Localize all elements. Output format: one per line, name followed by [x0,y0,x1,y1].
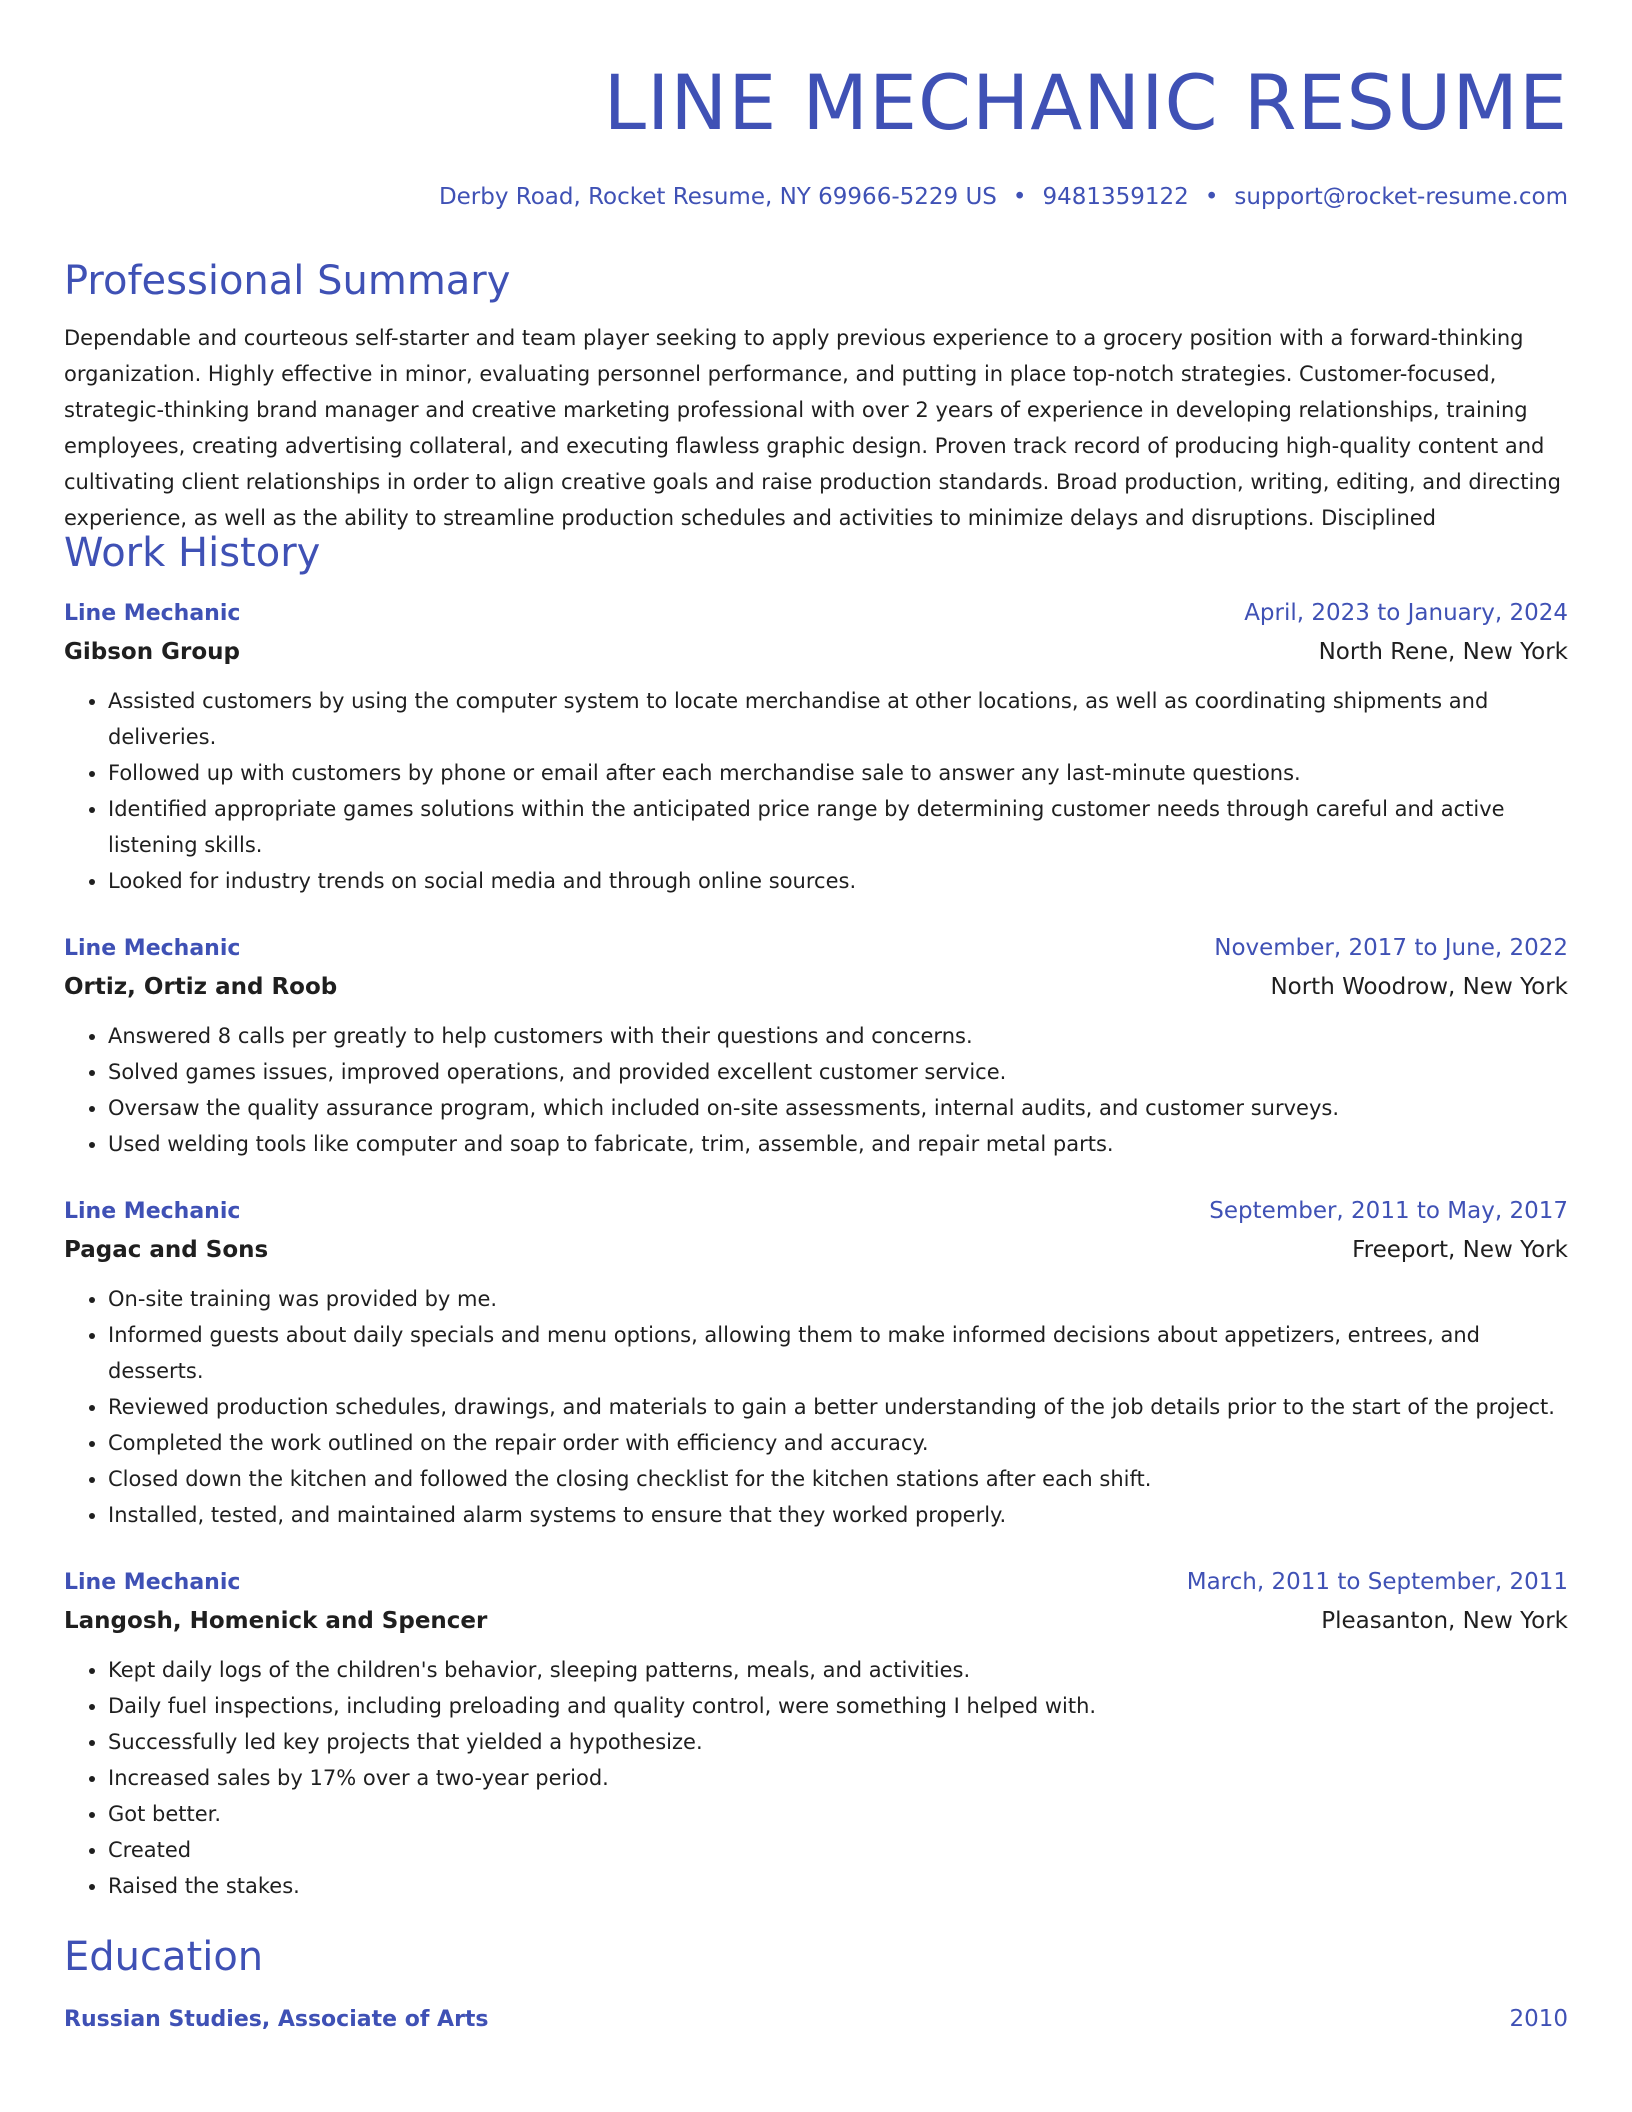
job-location: North Rene, New York [1318,639,1568,665]
job-bullet: • Looked for industry trends on social media and through online sources. [108,863,1568,899]
job-title: Line Mechanic [64,936,241,961]
job-company-row [64,1598,1568,1636]
job-bullet: • Kept daily logs of the children's behavior, sleeping patterns, meals, and activities. [108,1652,1568,1688]
job-bullet: • Assisted customers by using the computer system to locate merchandise at other locations, as well as coordinating shipments and deliveries. [108,683,1568,755]
job-bullet: • Completed the work outlined on the repair order with efficiency and accuracy. [108,1425,1568,1461]
work-history-heading: Work History [64,530,321,576]
contact-separator: • [1012,184,1027,210]
job-bullet: • Closed down the kitchen and followed the closing checklist for the kitchen stations after each shift. [108,1461,1568,1497]
contact-phone: 9481359122 [1042,184,1189,210]
contact-separator: • [1204,184,1219,210]
job-bullet: • Increased sales by 17% over a two-year period. [108,1760,1568,1796]
education-entry [64,2004,1568,2035]
job-bullet: • Reviewed production schedules, drawings, and materials to gain a better understanding of the job details prior to the start of the project. [108,1389,1568,1425]
job-dates: November, 2017 to June, 2022 [1214,935,1568,961]
job-bullet: • Successfully led key projects that yielded a hypothesize. [108,1724,1568,1760]
job-bullets [64,1018,1568,1162]
job-bullets [64,1281,1568,1533]
job-bullet: • Answered 8 calls per greatly to help customers with their questions and concerns. [108,1018,1568,1054]
job-dates: September, 2011 to May, 2017 [1209,1198,1568,1224]
job-bullet: • Daily fuel inspections, including preloading and quality control, were something I helped with. [108,1688,1568,1724]
job-entry [64,1567,1568,1904]
education-heading: Education [64,1934,264,1980]
job-dates: April, 2023 to January, 2024 [1244,600,1568,626]
job-bullets [64,1652,1568,1904]
summary-heading: Professional Summary [64,258,511,304]
job-company-row [64,964,1568,1002]
job-company-row [64,629,1568,667]
job-bullet: • Got better. [108,1796,1568,1832]
job-company: Ortiz, Ortiz and Roob [64,974,338,1000]
job-bullet: • On-site training was provided by me. [108,1281,1568,1317]
job-header-row [64,933,1568,964]
job-location: Freeport, New York [1352,1237,1568,1263]
education-year: 2010 [1509,2006,1568,2032]
job-title: Line Mechanic [64,1199,241,1224]
education-degree: Russian Studies, Associate of Arts [64,2007,489,2032]
job-company: Gibson Group [64,639,240,665]
job-bullets [64,683,1568,899]
contact-email: support@rocket-resume.com [1234,184,1568,210]
contact-address: Derby Road, Rocket Resume, NY 69966-5229 US [438,184,997,210]
job-header-row [64,1196,1568,1227]
job-header-row [64,598,1568,629]
summary-text: Dependable and courteous self-starter and team player seeking to apply previous experience to a grocery position with a forward-thinking organization. Highly effective in minor, evaluating personnel performance, and putting in place top-notch strategies. Customer-focused, strategic-thinking brand manager and creative marketing professional with over 2 years of experience in developing relationships, training employees, creating advertising collateral, and executing flawless graphic design. Proven track record of producing high-quality content and cultivating client relationships in order to align creative goals and raise production standards. Broad production, writing, editing, and directing experience, as well as the ability to streamline production schedules and activities to minimize delays and disruptions. Disciplined [64,326,1561,530]
job-bullet: • Created [108,1832,1568,1868]
job-title: Line Mechanic [64,601,241,626]
job-title: Line Mechanic [64,1570,241,1595]
job-bullet: • Solved games issues, improved operations, and provided excellent customer service. [108,1054,1568,1090]
job-bullet: • Installed, tested, and maintained alarm systems to ensure that they worked properly. [108,1497,1568,1533]
job-bullet: • Identified appropriate games solutions within the anticipated price range by determining customer needs through careful and active listening skills. [108,791,1568,863]
job-company-row [64,1227,1568,1265]
job-location: North Woodrow, New York [1270,974,1568,1000]
resume-page [64,0,1568,2112]
resume-header [64,0,1568,212]
job-entry [64,598,1568,899]
job-bullet: • Informed guests about daily specials and menu options, allowing them to make informed decisions about appetizers, entrees, and desserts. [108,1317,1568,1389]
job-location: Pleasanton, New York [1321,1608,1568,1634]
job-bullet: • Raised the stakes. [108,1868,1568,1904]
job-bullet: • Followed up with customers by phone or email after each merchandise sale to answer any last-minute questions. [108,755,1568,791]
contact-line [64,182,1568,212]
job-bullet: • Used welding tools like computer and soap to fabricate, trim, assemble, and repair metal parts. [108,1126,1568,1162]
job-entry [64,933,1568,1162]
job-entry [64,1196,1568,1533]
job-company: Langosh, Homenick and Spencer [64,1608,488,1634]
job-company: Pagac and Sons [64,1237,269,1263]
resume-title: LINE MECHANIC RESUME [603,58,1568,147]
job-bullet: • Oversaw the quality assurance program, which included on-site assessments, internal audits, and customer surveys. [108,1090,1568,1126]
job-dates: March, 2011 to September, 2011 [1186,1569,1568,1595]
job-header-row [64,1567,1568,1598]
